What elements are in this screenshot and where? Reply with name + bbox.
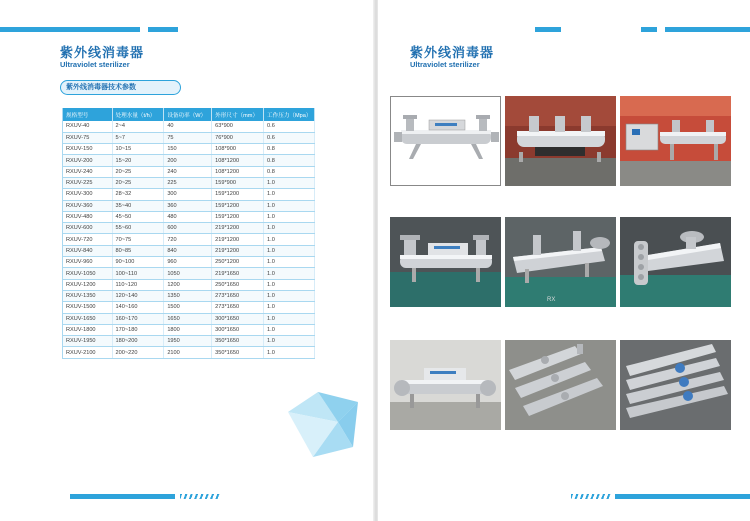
table-cell: 1500: [164, 302, 212, 313]
table-cell: 1.0: [264, 234, 315, 245]
page-title: 紫外线消毒器: [60, 46, 145, 61]
table-cell: 159*1200: [212, 211, 264, 222]
table-cell: 159*1200: [212, 200, 264, 211]
table-cell: 1.0: [264, 245, 315, 256]
table-row: [63, 302, 315, 313]
table-cell: 350*1650: [212, 336, 264, 347]
table-row: [63, 336, 315, 347]
table-cell: RXUV-1350: [63, 290, 113, 301]
table-row: [63, 279, 315, 290]
table-cell: RXUV-240: [63, 166, 113, 177]
table-cell: 1.0: [264, 302, 315, 313]
table-cell: 108*1200: [212, 155, 264, 166]
table-cell: 0.8: [264, 144, 315, 155]
table-cell: 108*900: [212, 144, 264, 155]
table-cell: RXUV-1800: [63, 324, 113, 335]
top-accent-bar: [0, 27, 140, 32]
table-cell: 1.0: [264, 324, 315, 335]
table-cell: 960: [164, 257, 212, 268]
bottom-accent-bar: [70, 494, 175, 499]
table-cell: RXUV-40: [63, 121, 113, 132]
table-cell: 2~4: [112, 121, 164, 132]
table-row: [63, 324, 315, 335]
table-row: [63, 223, 315, 234]
table-cell: 76*900: [212, 132, 264, 143]
table-cell: 219*1650: [212, 268, 264, 279]
table-cell: 240: [164, 166, 212, 177]
table-row: [63, 290, 315, 301]
table-cell: 720: [164, 234, 212, 245]
table-row: [63, 200, 315, 211]
table-cell: 1650: [164, 313, 212, 324]
bottom-stripes: [571, 494, 611, 499]
table-cell: 40: [164, 121, 212, 132]
table-cell: 1.0: [264, 290, 315, 301]
table-cell: RXUV-225: [63, 177, 113, 188]
table-cell: RXUV-1650: [63, 313, 113, 324]
table-cell: 350*1650: [212, 347, 264, 358]
table-cell: 180~200: [112, 336, 164, 347]
table-cell: 20~25: [112, 177, 164, 188]
table-cell: 159*1200: [212, 189, 264, 200]
table-cell: 20~25: [112, 166, 164, 177]
table-cell: 1.0: [264, 223, 315, 234]
table-cell: RXUV-150: [63, 144, 113, 155]
table-cell: 1.0: [264, 257, 315, 268]
table-row: [63, 132, 315, 143]
table-cell: 1950: [164, 336, 212, 347]
table-cell: 0.6: [264, 132, 315, 143]
table-row: [63, 155, 315, 166]
table-row: [63, 234, 315, 245]
table-cell: 150: [164, 144, 212, 155]
table-row: [63, 268, 315, 279]
table-cell: 1200: [164, 279, 212, 290]
table-cell: RXUV-840: [63, 245, 113, 256]
table-cell: 75: [164, 132, 212, 143]
product-photo-1: [390, 96, 501, 186]
table-cell: RXUV-300: [63, 189, 113, 200]
spec-table: [62, 108, 315, 359]
table-cell: 5~7: [112, 132, 164, 143]
table-cell: 90~100: [112, 257, 164, 268]
product-photo-3: [620, 96, 731, 186]
page-subtitle: Ultraviolet sterilizer: [60, 60, 130, 69]
table-cell: 1050: [164, 268, 212, 279]
table-row: [63, 166, 315, 177]
table-cell: 159*900: [212, 177, 264, 188]
table-cell: 1.0: [264, 177, 315, 188]
table-cell: 110~120: [112, 279, 164, 290]
table-cell: 300*1650: [212, 324, 264, 335]
col-header-pressure: 工作压力（Mpa）: [264, 108, 315, 121]
table-row: [63, 211, 315, 222]
table-row: [63, 313, 315, 324]
product-photo-4: [390, 217, 501, 307]
table-cell: 100~110: [112, 268, 164, 279]
table-cell: 170~180: [112, 324, 164, 335]
top-accent-bar: [665, 27, 750, 32]
table-cell: 80~85: [112, 245, 164, 256]
table-cell: 273*1650: [212, 290, 264, 301]
table-cell: 2100: [164, 347, 212, 358]
table-cell: 840: [164, 245, 212, 256]
table-cell: RXUV-720: [63, 234, 113, 245]
table-cell: 10~15: [112, 144, 164, 155]
table-cell: 600: [164, 223, 212, 234]
table-row: [63, 177, 315, 188]
page-title: 紫外线消毒器: [410, 46, 495, 61]
table-cell: RXUV-1200: [63, 279, 113, 290]
table-cell: 1.0: [264, 336, 315, 347]
table-row: [63, 257, 315, 268]
table-cell: 0.8: [264, 155, 315, 166]
table-cell: RXUV-200: [63, 155, 113, 166]
table-cell: 273*1650: [212, 302, 264, 313]
table-cell: 160~170: [112, 313, 164, 324]
col-header-size: 外形尺寸（mm）: [212, 108, 264, 121]
spec-label: 紫外线消毒器技术参数: [60, 80, 181, 95]
table-row: [63, 245, 315, 256]
product-photo-5: [505, 217, 616, 307]
table-cell: 1800: [164, 324, 212, 335]
table-cell: 140~160: [112, 302, 164, 313]
table-cell: 225: [164, 177, 212, 188]
table-cell: 45~50: [112, 211, 164, 222]
table-cell: 120~140: [112, 290, 164, 301]
table-cell: 200~220: [112, 347, 164, 358]
table-cell: 63*900: [212, 121, 264, 132]
table-cell: 0.8: [264, 166, 315, 177]
table-cell: RXUV-75: [63, 132, 113, 143]
table-cell: 55~60: [112, 223, 164, 234]
table-cell: 1350: [164, 290, 212, 301]
table-cell: 1.0: [264, 200, 315, 211]
top-accent-bar-short: [535, 27, 561, 32]
table-cell: 1.0: [264, 347, 315, 358]
table-cell: RXUV-1500: [63, 302, 113, 313]
product-photo-2: [505, 96, 616, 186]
table-row: [63, 144, 315, 155]
top-accent-bar-short: [148, 27, 178, 32]
product-photo-8: [505, 340, 616, 430]
col-header-flow: 处理水量（t/h）: [112, 108, 164, 121]
table-cell: RXUV-1950: [63, 336, 113, 347]
table-cell: 360: [164, 200, 212, 211]
table-cell: 1.0: [264, 268, 315, 279]
table-cell: 219*1200: [212, 234, 264, 245]
table-row: [63, 121, 315, 132]
table-cell: 1.0: [264, 313, 315, 324]
table-cell: 300*1650: [212, 313, 264, 324]
table-header-row: [63, 108, 315, 121]
table-cell: 15~20: [112, 155, 164, 166]
table-cell: 0.6: [264, 121, 315, 132]
bottom-accent-bar: [615, 494, 750, 499]
bottom-stripes: [180, 494, 220, 499]
table-cell: RXUV-480: [63, 211, 113, 222]
table-cell: 35~40: [112, 200, 164, 211]
table-cell: 28~32: [112, 189, 164, 200]
table-cell: RXUV-360: [63, 200, 113, 211]
table-cell: RXUV-960: [63, 257, 113, 268]
table-cell: 1.0: [264, 211, 315, 222]
top-accent-bar-small: [641, 27, 657, 32]
svg-text:RX: RX: [547, 297, 556, 303]
product-photo-9: [620, 340, 731, 430]
table-cell: 300: [164, 189, 212, 200]
table-row: [63, 347, 315, 358]
table-cell: 250*1650: [212, 279, 264, 290]
table-cell: 219*1200: [212, 245, 264, 256]
table-cell: RXUV-600: [63, 223, 113, 234]
right-page: [378, 0, 750, 521]
table-cell: RXUV-1050: [63, 268, 113, 279]
table-cell: 108*1200: [212, 166, 264, 177]
table-row: [63, 189, 315, 200]
page-subtitle: Ultraviolet sterilizer: [410, 60, 480, 69]
table-cell: 250*1200: [212, 257, 264, 268]
table-cell: 200: [164, 155, 212, 166]
product-photo-6: [620, 217, 731, 307]
table-cell: 219*1200: [212, 223, 264, 234]
table-cell: 1.0: [264, 189, 315, 200]
triangle-decoration: [278, 392, 358, 472]
col-header-model: 规格型号: [63, 108, 113, 121]
product-photo-7: [390, 340, 501, 430]
table-cell: RXUV-2100: [63, 347, 113, 358]
table-cell: 70~75: [112, 234, 164, 245]
table-cell: 480: [164, 211, 212, 222]
table-cell: 1.0: [264, 279, 315, 290]
col-header-power: 设备功率（W）: [164, 108, 212, 121]
